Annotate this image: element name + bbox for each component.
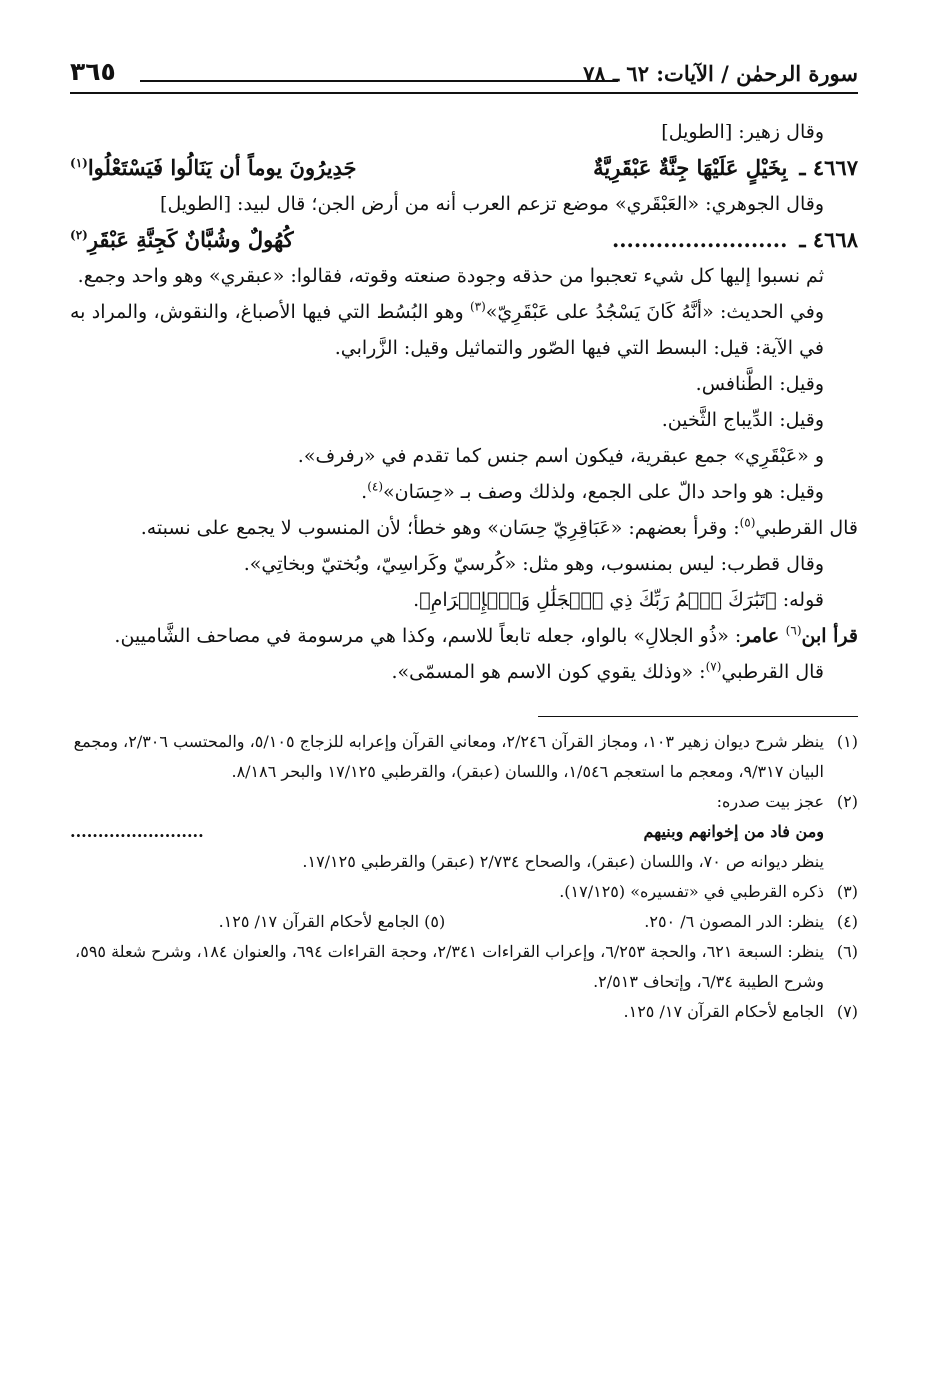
footnote-6 (70, 937, 858, 997)
verse-number: ٤٦٦٧ ـ (799, 155, 858, 180)
text: . (361, 481, 368, 503)
hemistich-text: جَدِيرُونَ يوماً أن يَنَالُوا فَيَسْتَعْلُوا (87, 155, 357, 180)
header-divider (70, 92, 858, 94)
text: : «ذُو الجلالِ» بالواو، جعله تابعاً للاسم، وكذا هي مرسومة في مصاحف الشَّاميين. (114, 625, 742, 647)
footnote-4-5 (70, 907, 858, 937)
footnote-divider (538, 716, 858, 717)
page-header (70, 40, 858, 86)
footnote-ref: (٣) (469, 299, 486, 314)
paragraph: وقيل: الطَّنافس. (695, 373, 824, 395)
text: قال القرطبي (755, 517, 858, 539)
footnote-7 (70, 997, 858, 1027)
text: عامر (741, 625, 786, 647)
footnote-ref: (١) (70, 156, 88, 170)
text: قال القرطبي (721, 661, 824, 683)
text: وهو البُسُط التي فيها الأصباغ، والنقوش، والمراد به في الآية: قيل: البسط التي فيها الصّور والتماثيل وقيل: الزَّرابي. (70, 301, 824, 359)
paragraph (70, 654, 858, 690)
paragraph (70, 618, 858, 654)
footnote-ref: (٢) (70, 228, 88, 242)
footnote-text: ينظر ديوانه ص ٧٠، واللسان (عبقر)، والصحاح ٢/٧٣٤ (عبقر) والقرطبي ١٧/١٢٥. (302, 852, 824, 871)
footnote-text: ينظر شرح ديوان زهير ١٠٣، ومجاز القرآن ٢/٢٤٦، ومعاني القرآن وإعرابه للزجاج ٥/١٠٥، والمحتسب ٢/٣٠٦، ومجمع البيان ٩/٣١٧، ومعجم ما استعجم ١/٥٤٦، واللسان (عبقر)، والقرطبي ١٧/١٢٥ والبحر ٨/١٨٦. (73, 732, 824, 781)
verse-hemistich-1: بِخَيْلٍ عَلَيْهَا جِنَّةٌ عَبْقَرِيَّةٌ (593, 155, 788, 180)
footnote-number: (٧) (836, 1002, 858, 1021)
header-dash-rule (140, 80, 618, 82)
footnote-text: عجز بيت صدره: (716, 792, 824, 811)
paragraph: وقال الجوهري: «العَبْقَري» موضع تزعم العرب أنه من أرض الجن؛ قال لبيد: [الطويل] (160, 193, 824, 215)
footnote-verse (70, 817, 858, 847)
paragraph: قوله: ﴿تَبَٰرَكَ ٱسۡمُ رَبِّكَ ذِي ٱلۡجَلَٰلِ وَٱلۡإِكۡرَامِ﴾. (413, 589, 824, 611)
footnote-2 (70, 787, 858, 817)
footnote-4 (445, 907, 858, 937)
footnote-1 (70, 727, 858, 787)
verse-hemistich-2 (70, 222, 429, 258)
footnote-ref: (٦) (785, 623, 802, 638)
footnote-5: (٥) الجامع لأحكام القرآن ١٧/ ١٢٥. (218, 912, 446, 931)
footnote-ref: (٥) (739, 515, 756, 530)
footnote-text: الجامع لأحكام القرآن ١٧/ ١٢٥. (623, 1002, 824, 1021)
paragraph (70, 510, 858, 546)
verse-hemistich-1: ومن فاد من إخوانهم وبنيهم (643, 822, 824, 841)
verse-hemistich-2: ........................ (70, 822, 204, 841)
paragraph: ثم نسبوا إليها كل شيء تعجبوا من حذقه وجودة صنعته وقوته، فقالوا: «عبقري» وهو واحد وجمع. (77, 265, 824, 287)
footnote-number: (٤) (836, 912, 858, 931)
paragraph: وقال زهير: [الطويل] (661, 121, 824, 143)
text: : وقرأ بعضهم: «عَبَاقِرِيّ حِسَان» وهو خطأ؛ لأن المنسوب لا يجمع على نسبته. (140, 517, 740, 539)
footnotes (70, 727, 858, 1027)
footnote-text: ذكره القرطبي في «تفسيره» (١٧/١٢٥). (559, 882, 824, 901)
page-number: ٣٦٥ (70, 57, 116, 86)
paragraph: وقال قطرب: ليس بمنسوب، وهو مثل: «كُرسيّ وكَراسِيّ، وبُختيّ وبخاتِي». (243, 553, 824, 575)
paragraph (70, 294, 858, 366)
footnote-text: ينظر: الدر المصون ٦/ ٢٥٠. (644, 912, 824, 931)
footnote-ref: (٤) (367, 479, 384, 494)
verse-4668 (70, 222, 858, 258)
footnote-number: (٢) (836, 792, 858, 811)
footnote-number: (٦) (836, 942, 858, 961)
paragraph: وقيل: الدِّيباج الثَّخين. (661, 409, 824, 431)
footnote-2-cont (70, 847, 858, 877)
footnote-3 (70, 877, 858, 907)
sura-title: سورة الرحمٰن / الآيات: ٦٢ ـ ٧٨ (583, 61, 858, 86)
verse-number: ٤٦٦٨ ـ (799, 227, 858, 252)
verse-4667 (70, 150, 858, 186)
book-page (70, 40, 858, 1350)
footnote-number: (١) (836, 732, 858, 751)
text: قرأ ابن (801, 625, 858, 647)
footnote-number: (٣) (836, 882, 858, 901)
verse-hemistich-1: ........................ (611, 227, 788, 252)
main-text (70, 114, 858, 690)
footnote-text: ينظر: السبعة ٦٢١، والحجة ٦/٢٥٣، وإعراب القراءات ٢/٣٤١، وحجة القراءات ٦٩٤، والعنوان ١٨٤، وشرح شعلة ٥٩٥، وشرح الطيبة ٦/٣٤، وإتحاف ٢/٥١٣. (75, 942, 824, 991)
text: : «وذلك يقوي كون الاسم هو المسمّى». (391, 661, 706, 683)
text: وفي الحديث: «أنَّهُ كَانَ يَسْجُدُ على عَبْقَرِيّ» (485, 301, 825, 323)
paragraph: و «عَبْقَرِي» جمع عبقرية، فيكون اسم جنس كما تقدم في «رفرف». (297, 445, 824, 467)
verse-hemistich-2 (70, 150, 429, 186)
hemistich-text: كُهُولٌ وشُبَّانٌ كَجِنَّةِ عَبْقَرِ (87, 227, 294, 252)
text: وقيل: هو واحد دالّ على الجمع، ولذلك وصف بـ «حِسَان» (383, 481, 824, 503)
footnote-ref: (٧) (705, 659, 722, 674)
paragraph (70, 474, 858, 510)
